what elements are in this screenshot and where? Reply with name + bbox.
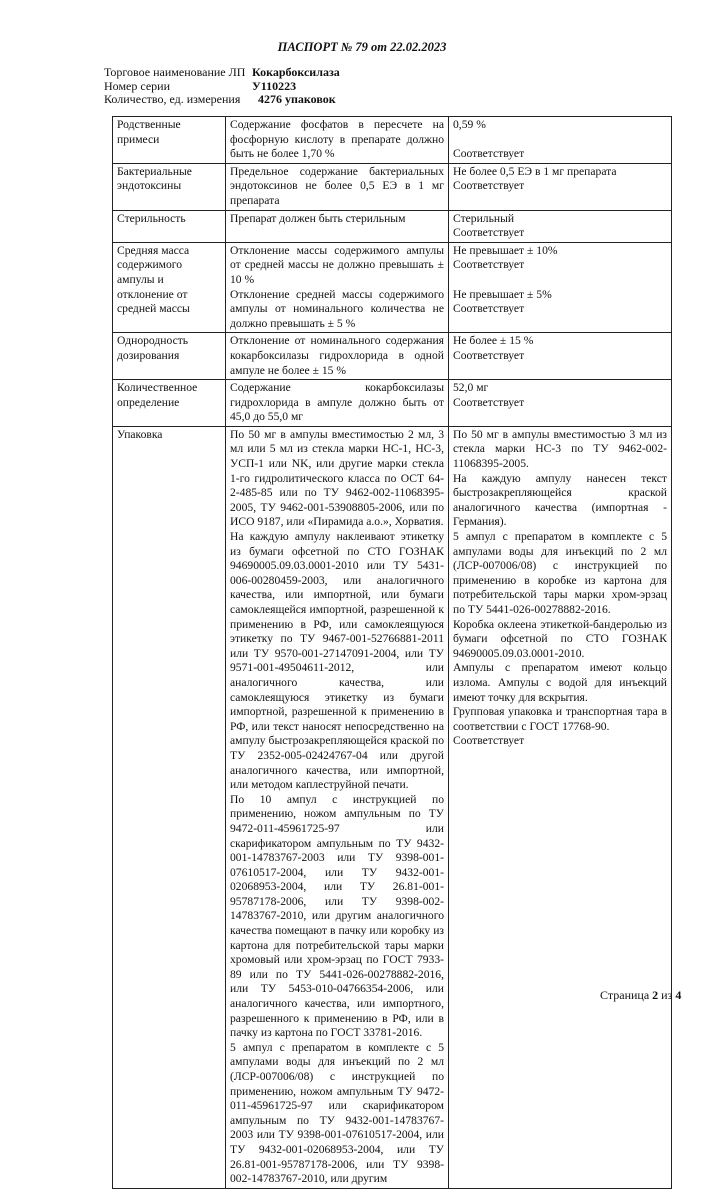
result-line: Не более ± 15 % — [453, 334, 534, 348]
test-result — [449, 117, 672, 164]
result-line: Соответствует — [453, 226, 525, 240]
table-row — [113, 242, 672, 333]
meta-label: Торговое наименование ЛП — [104, 65, 246, 79]
total-pages: 4 — [675, 988, 682, 1002]
test-result — [449, 426, 672, 1188]
test-requirement — [226, 163, 449, 210]
table-row — [113, 380, 672, 427]
result-line: Соответствует — [453, 147, 525, 161]
product-info — [104, 66, 340, 107]
test-name: Однородность дозирования — [113, 333, 226, 380]
result-line: Не более 0,5 ЕЭ в 1 мг препарата — [453, 164, 617, 178]
result-line: 52,0 мг — [453, 381, 489, 395]
requirement-paragraph: Отклонение массы содержимого ампулы от средней массы не должно превышать ± 10 % — [230, 243, 444, 286]
current-page: 2 — [652, 988, 659, 1002]
quality-table — [112, 116, 672, 1189]
test-result — [449, 210, 672, 242]
result-line: Стерильный — [453, 211, 515, 225]
meta-row — [104, 93, 340, 107]
result-line: По 50 мг в ампулы вместимостью 3 мл из стекла марки НС-3 по ТУ 9462-002-11068395-2005. — [453, 427, 667, 471]
result-line — [453, 273, 667, 288]
result-line: Соответствует — [453, 348, 525, 362]
result-line: На каждую ампулу нанесен текст быстрозакрепляющейся краской аналогичного качества (импортная - Германия). — [453, 471, 667, 529]
test-requirement — [226, 242, 449, 333]
result-line: Соответствует — [453, 302, 525, 316]
requirement-paragraph: Содержание фосфатов в пересчете на фосфорную кислоту в препарате должно быть не более 1,70 % — [230, 118, 444, 161]
meta-row — [104, 66, 340, 80]
meta-label: Номер серии — [104, 78, 170, 93]
requirement-paragraph: По 10 ампул с инструкцией по применению, ножом ампульным по ТУ 9472-011-45961725-97 или скарификатором ампульным по ТУ 9432-001-14783767-2003 или ТУ 9398-001-07610517-2004, или ТУ 9432-001-02068953-2004, или ТУ 26.81-001-95787178-2006, или ТУ 9398-002-14783767-2010, или другим аналогичного качества помещают в пачку или коробку из картона для потребительской тары марки хромовый или хром-эрзац по ГОСТ 7933-89 или по ТУ 5441-026-00278882-2016, или ТУ 5453-010-04766354-2006, или аналогичного качества, или импортного, разрешенного к применению в РФ, или в пачку из картона по ГОСТ 33781-2016. — [230, 792, 444, 1040]
test-requirement — [226, 380, 449, 427]
requirement-paragraph: Препарат должен быть стерильным — [230, 211, 406, 225]
result-line: Не превышает ± 5% — [453, 287, 552, 301]
table-row — [113, 210, 672, 242]
meta-value: Кокарбоксилаза — [252, 65, 340, 79]
result-line: Коробка оклеена этикеткой-бандеролью из бумаги офсетной по СТО ГОЗНАК 94690005.09.03.0001-2010. — [453, 617, 667, 660]
test-name: Бактериальные эндотоксины — [113, 163, 226, 210]
requirement-paragraph: Отклонение от номинального содержания кокарбоксилазы гидрохлорида в одной ампуле не более ± 15 % — [230, 334, 444, 377]
test-result — [449, 333, 672, 380]
test-name: Упаковка — [113, 426, 226, 1188]
test-requirement — [226, 333, 449, 380]
result-line — [453, 133, 667, 148]
table-row — [113, 426, 672, 1188]
result-line: Ампулы с препаратом имеют кольцо излома. Ампулы с водой для инъекций имеют точку для вскрытия. — [453, 661, 667, 704]
requirement-paragraph: Отклонение средней массы содержимого ампулы от номинального количества не должно превышать ± 5 % — [230, 287, 444, 330]
test-requirement — [226, 117, 449, 164]
requirement-paragraph: По 50 мг в ампулы вместимостью 2 мл, 3 мл или 5 мл из стекла марки НС-1, НС-3, УСП-1 или NK, или другие марки стекла 1-го гидролитического класса по ОСТ 64-2-485-85 или по ТУ 9462-002-11068395-2005, ТУ 9462-001-53908805-2006, или по ИСО 9187, или «Пирамида а.о.», Хорватия. — [230, 427, 444, 529]
test-requirement — [226, 426, 449, 1188]
meta-label: Количество, ед. измерения — [104, 92, 241, 106]
meta-value: 4276 упаковок — [258, 92, 336, 106]
meta-row — [104, 80, 340, 94]
result-line: Соответствует — [453, 179, 525, 193]
page-label: Страница — [600, 988, 650, 1002]
test-name: Родственные примеси — [113, 117, 226, 164]
test-result — [449, 380, 672, 427]
test-name: Средняя масса содержимого ампулы и отклонение от средней массы — [113, 242, 226, 333]
result-line: Соответствует — [453, 395, 525, 409]
meta-value: У110223 — [252, 78, 297, 93]
result-line: Групповая упаковка и транспортная тара в соответствии с ГОСТ 17768-90. — [453, 705, 667, 733]
requirement-paragraph: Предельное содержание бактериальных эндотоксинов не более 0,5 ЕЭ в 1 мг препарата — [230, 164, 444, 207]
result-line: Соответствует — [453, 734, 525, 748]
page-sep: из — [661, 988, 673, 1002]
requirement-paragraph: На каждую ампулу наклеивают этикетку из бумаги офсетной по СТО ГОЗНАК 94690005.09.03.0001-2010 или ТУ 5431-006-00280459-2003, или аналогичного качества, или импортной, или бумаги самоклеящейся импортной, разрешенной к применению в РФ, или самоклеящуюся этикетку по ТУ 9467-001-52766881-2011 или ТУ 9570-001-27147091-2004, или ТУ 9571-001-49504611-2012, или аналогичного качества, или самоклеящуюся этикетку из бумаги импортной, разрешенной к применению в РФ, или текст наносят непосредственно на ампулу быстрозакрепляющейся краской по ТУ 2352-005-02424767-04 или другой аналогичного качества, или импортной, или методом каплеструйной печати. — [230, 530, 444, 792]
test-name: Количественное определение — [113, 380, 226, 427]
result-line: 5 ампул с препаратом в комплекте с 5 ампулами воды для инъекций по 2 мл (ЛСР-007006/08) с инструкцией по применению в коробке из картона для потребительской тары марки хром-эрзац по ТУ 5441-026-00278882-2016. — [453, 530, 667, 616]
document-title: ПАСПОРТ № 79 от 22.02.2023 — [277, 40, 447, 54]
table-row — [113, 333, 672, 380]
test-result — [449, 163, 672, 210]
test-requirement — [226, 210, 449, 242]
table-row — [113, 117, 672, 164]
test-result — [449, 242, 672, 333]
result-line: 0,59 % — [453, 118, 486, 131]
test-name: Стерильность — [113, 210, 226, 242]
table-row — [113, 163, 672, 210]
requirement-paragraph: Содержание кокарбоксилазы гидрохлорида в ампуле должно быть от 45,0 до 55,0 мг — [230, 381, 444, 424]
result-line: Соответствует — [453, 258, 525, 272]
page-number — [600, 988, 681, 1003]
requirement-paragraph: 5 ампул с препаратом в комплекте с 5 ампулами воды для инъекций по 2 мл (ЛСР-007006/08) с инструкцией по применению, ножом ампульным ТУ 9472-011-45961725-97 или скарификатором ампульным по ТУ 9432-001-14783767-2003 или ТУ 9398-001-07610517-2004, или ТУ 9432-001-02068953-2004, или ТУ 26.81-001-95787178-2006, или ТУ 9398-002-14783767-2010, или другим — [230, 1040, 444, 1186]
result-line: Не превышает ± 10% — [453, 243, 558, 257]
